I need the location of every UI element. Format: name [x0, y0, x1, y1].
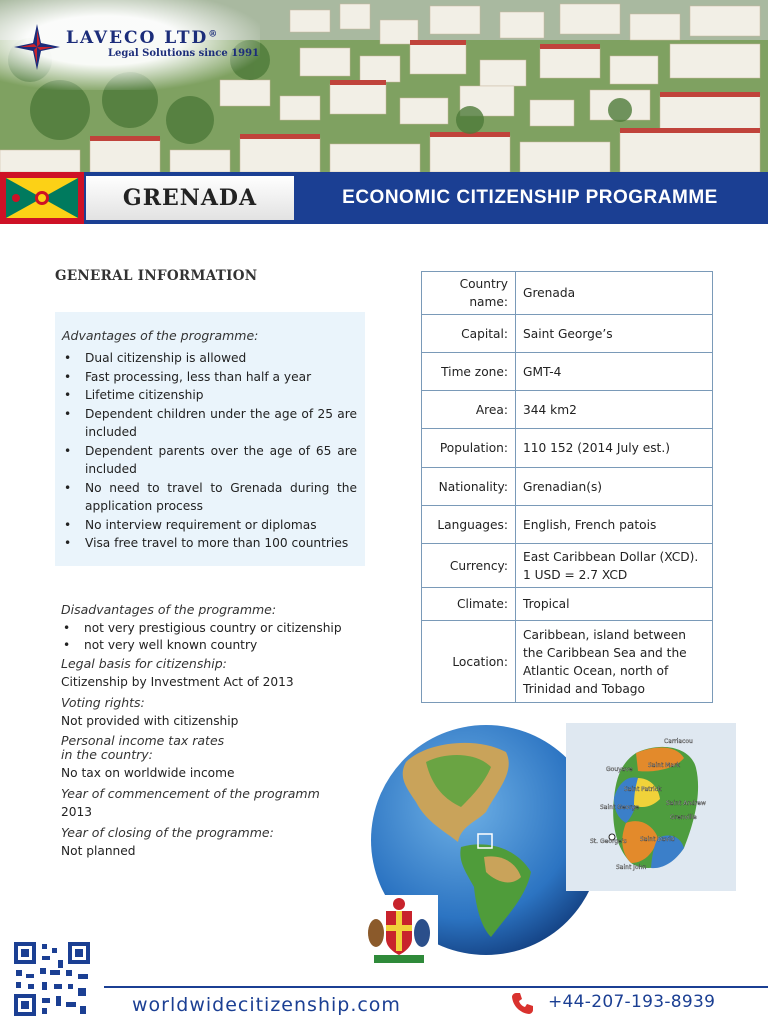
- list-item: • No interview requirement or diplomas: [62, 516, 357, 535]
- general-info-heading: GENERAL INFORMATION: [55, 268, 258, 284]
- table-row: [422, 468, 713, 506]
- map-label: Gouyave: [606, 766, 633, 773]
- list-item: • not very prestigious country or citizenship: [61, 620, 361, 637]
- fact-key: Country name:: [422, 272, 516, 315]
- map-label: Saint David: [640, 836, 675, 843]
- fact-value: East Caribbean Dollar (XCD). 1 USD = 2.7 XCD: [516, 544, 713, 588]
- fact-value: 344 km2: [516, 391, 713, 429]
- fact-value: GMT-4: [516, 353, 713, 391]
- list-item: • Visa free travel to more than 100 countries: [62, 534, 357, 553]
- fact-value: 110 152 (2014 July est.): [516, 429, 713, 468]
- disadvantages-list: [61, 620, 361, 653]
- fact-key: Languages:: [422, 506, 516, 544]
- header-photo: [0, 0, 768, 172]
- tax-heading-line-1: Personal income tax rates: [61, 733, 225, 748]
- brand-name: [66, 28, 219, 48]
- fact-key: Location:: [422, 621, 516, 703]
- map-label: Saint Mark: [648, 762, 681, 769]
- table-row: [422, 272, 713, 315]
- list-item: • Dual citizenship is allowed: [62, 349, 357, 368]
- phone-number[interactable]: +44-207-193-8939: [548, 992, 716, 1012]
- phone-icon: [510, 990, 536, 1016]
- map-label: Grenville: [670, 814, 697, 821]
- programme-title: ECONOMIC CITIZENSHIP PROGRAMME: [342, 187, 718, 208]
- fact-key: Climate:: [422, 588, 516, 621]
- fact-value: Grenadian(s): [516, 468, 713, 506]
- table-row: [422, 621, 713, 703]
- table-row: [422, 506, 713, 544]
- map-label: Carriacou: [664, 738, 693, 745]
- fact-key: Area:: [422, 391, 516, 429]
- compass-star-icon: [14, 24, 60, 70]
- voting-heading: Voting rights:: [61, 695, 145, 710]
- legal-basis-heading: Legal basis for citizenship:: [61, 656, 227, 671]
- fact-value: Caribbean, island between the Caribbean Sea and the Atlantic Ocean, north of Trinidad and Tobago: [516, 621, 713, 703]
- list-item: • Fast processing, less than half a year: [62, 368, 357, 387]
- closing-value: Not planned: [61, 844, 136, 858]
- list-item: • Lifetime citizenship: [62, 386, 357, 405]
- grenada-map-image: [566, 723, 736, 891]
- list-item: • No need to travel to Grenada during the application process: [62, 479, 357, 516]
- tax-heading: [61, 734, 361, 762]
- advantages-heading: Advantages of the programme:: [62, 328, 259, 343]
- fact-value: Tropical: [516, 588, 713, 621]
- map-label: St. George's: [590, 838, 627, 845]
- list-item: • not very well known country: [61, 637, 361, 654]
- disadvantages-heading: Disadvantages of the programme:: [61, 602, 277, 617]
- voting-section: [61, 695, 361, 729]
- fact-key: Time zone:: [422, 353, 516, 391]
- fact-key: Capital:: [422, 315, 516, 353]
- closing-section: [61, 825, 361, 859]
- tax-section: [61, 734, 361, 781]
- advantages-box: [55, 312, 365, 566]
- table-row: [422, 391, 713, 429]
- table-row: [422, 353, 713, 391]
- table-row: [422, 315, 713, 353]
- commencement-section: [61, 786, 361, 820]
- tax-value: No tax on worldwide income: [61, 766, 235, 780]
- fact-value: Saint George’s: [516, 315, 713, 353]
- fact-key: Population:: [422, 429, 516, 468]
- legal-basis-section: [61, 656, 361, 690]
- tax-heading-line-2: in the country:: [61, 747, 153, 762]
- fact-key: Currency:: [422, 544, 516, 588]
- commencement-heading: Year of commencement of the programm: [61, 786, 320, 801]
- brand-text: LAVECO LTD: [66, 28, 209, 48]
- website-link[interactable]: worldwidecitizenship.com: [132, 994, 401, 1016]
- list-item: • Dependent children under the age of 25 are included: [62, 405, 357, 442]
- footer-divider: [104, 986, 768, 988]
- laveco-logo: [0, 0, 260, 90]
- advantages-list: [62, 349, 357, 553]
- table-row: [422, 588, 713, 621]
- qr-code-icon[interactable]: [12, 940, 92, 1018]
- fact-key: Nationality:: [422, 468, 516, 506]
- coat-of-arms-icon: [360, 895, 438, 967]
- table-row: [422, 544, 713, 588]
- disadvantages-section: [61, 602, 361, 864]
- facts-table: [421, 271, 713, 703]
- closing-heading: Year of closing of the programme:: [61, 825, 274, 840]
- fact-value: English, French patois: [516, 506, 713, 544]
- commencement-value: 2013: [61, 805, 93, 819]
- list-item: • Dependent parents over the age of 65 are included: [62, 442, 357, 479]
- map-label: Saint Andrew: [666, 800, 706, 807]
- map-label: Saint Patrick: [624, 786, 662, 793]
- country-title: GRENADA: [86, 176, 294, 220]
- voting-value: Not provided with citizenship: [61, 714, 239, 728]
- brand-tagline: Legal Solutions since 1991: [108, 48, 260, 59]
- map-label: Saint George: [600, 804, 640, 811]
- map-label: Saint John: [616, 864, 647, 871]
- fact-value: Grenada: [516, 272, 713, 315]
- registered-mark: ®: [208, 29, 220, 40]
- grenada-flag-icon: [0, 172, 84, 224]
- table-row: [422, 429, 713, 468]
- legal-basis-value: Citizenship by Investment Act of 2013: [61, 675, 294, 689]
